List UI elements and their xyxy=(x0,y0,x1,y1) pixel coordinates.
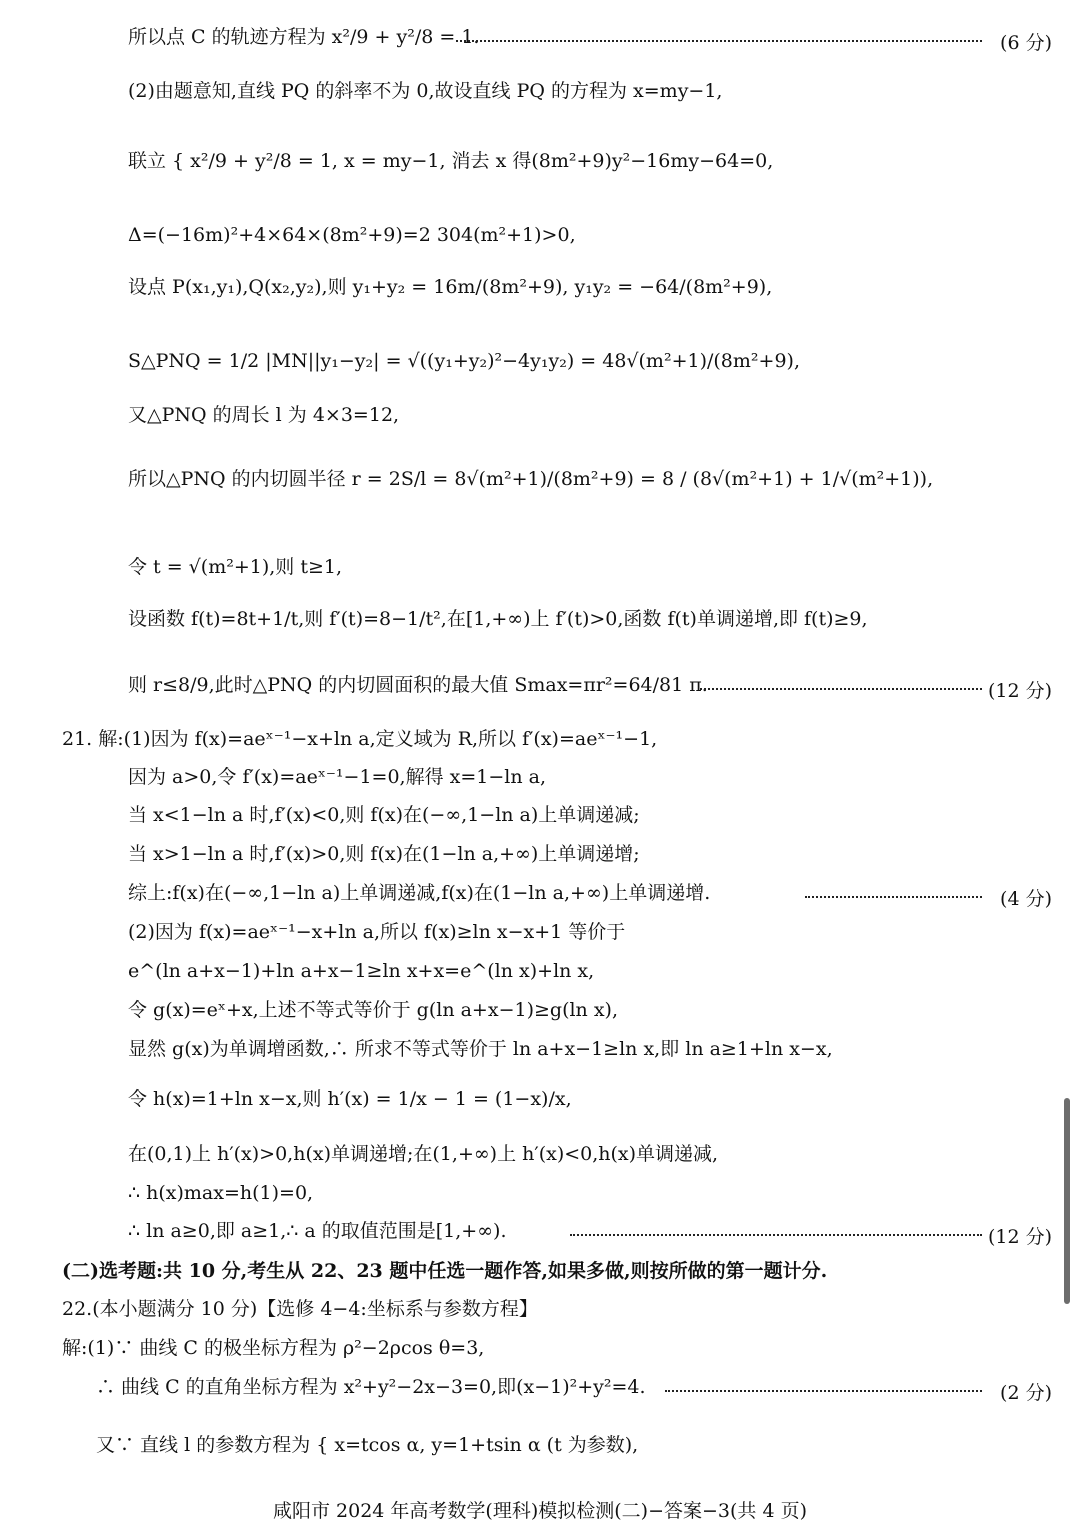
answer-line: (2)由题意知,直线 PQ 的斜率不为 0,故设直线 PQ 的方程为 x=my−1, xyxy=(128,80,723,102)
answer-line: Δ=(−16m)²+4×64×(8m²+9)=2 304(m²+1)>0, xyxy=(128,224,576,246)
score-leader-dots xyxy=(665,1390,982,1392)
answer-line: 综上:f(x)在(−∞,1−ln a)上单调递减,f(x)在(1−ln a,+∞)上单调递增. xyxy=(128,882,711,904)
answer-line: ∴ 曲线 C 的直角坐标方程为 x²+y²−2x−3=0,即(x−1)²+y²=4. xyxy=(96,1376,646,1398)
score-leader-dots xyxy=(805,896,982,898)
answer-line: (2)因为 f(x)=aeˣ⁻¹−x+ln a,所以 f(x)≥ln x−x+1 等价于 xyxy=(128,921,626,943)
answer-line: 设函数 f(t)=8t+1/t,则 f′(t)=8−1/t²,在[1,+∞)上 f′(t)>0,函数 f(t)单调递增,即 f(t)≥9, xyxy=(128,608,868,630)
answer-line: 令 t = √(m²+1),则 t≥1, xyxy=(128,556,343,578)
answer-line: e^(ln a+x−1)+ln a+x−1≥ln x+x=e^(ln x)+ln x, xyxy=(128,960,595,982)
score-label: (4 分) xyxy=(1000,888,1052,910)
answer-line: 又∵ 直线 l 的参数方程为 { x=tcos α, y=1+tsin α (t 为参数), xyxy=(96,1434,639,1456)
answer-line: 令 h(x)=1+ln x−x,则 h′(x) = 1/x − 1 = (1−x)/x, xyxy=(128,1088,572,1110)
answer-line: 联立 { x²/9 + y²/8 = 1, x = my−1, 消去 x 得(8m²+9)y²−16my−64=0, xyxy=(128,150,774,172)
answer-line: 当 x<1−ln a 时,f′(x)<0,则 f(x)在(−∞,1−ln a)上单调递减; xyxy=(128,804,640,826)
answer-line: 显然 g(x)为单调增函数,∴ 所求不等式等价于 ln a+x−1≥ln x,即 ln a≥1+ln x−x, xyxy=(128,1038,833,1060)
answer-line: 在(0,1)上 h′(x)>0,h(x)单调递增;在(1,+∞)上 h′(x)<0,h(x)单调递减, xyxy=(128,1143,719,1165)
answer-line: ∴ ln a≥0,即 a≥1,∴ a 的取值范围是[1,+∞). xyxy=(128,1220,507,1242)
answer-line: 因为 a>0,令 f′(x)=aeˣ⁻¹−1=0,解得 x=1−ln a, xyxy=(128,766,546,788)
answer-line: 又△PNQ 的周长 l 为 4×3=12, xyxy=(128,404,400,426)
score-label: (6 分) xyxy=(1000,32,1052,54)
answer-line: ∴ h(x)max=h(1)=0, xyxy=(128,1182,314,1204)
page-footer: 咸阳市 2024 年高考数学(理科)模拟检测(二)−答案−3(共 4 页) xyxy=(272,1500,807,1522)
answer-line: 设点 P(x₁,y₁),Q(x₂,y₂),则 y₁+y₂ = 16m/(8m²+9), y₁y₂ = −64/(8m²+9), xyxy=(128,276,773,298)
answer-line: 令 g(x)=eˣ+x,上述不等式等价于 g(ln a+x−1)≥g(ln x), xyxy=(128,999,619,1021)
answer-line: 所以△PNQ 的内切圆半径 r = 2S/l = 8√(m²+1)/(8m²+9) = 8 / (8√(m²+1) + 1/√(m²+1)), xyxy=(128,468,934,490)
score-leader-dots xyxy=(456,40,982,42)
score-label: (2 分) xyxy=(1000,1382,1052,1404)
question-heading: 22.(本小题满分 10 分)【选修 4−4:坐标系与参数方程】 xyxy=(62,1298,538,1320)
score-leader-dots xyxy=(570,1234,982,1236)
scrollbar-thumb[interactable] xyxy=(1064,1098,1070,1304)
score-leader-dots xyxy=(700,688,982,690)
answer-line: 所以点 C 的轨迹方程为 x²/9 + y²/8 = 1. xyxy=(128,26,480,48)
answer-line: 解:(1)∵ 曲线 C 的极坐标方程为 ρ²−2ρcos θ=3, xyxy=(62,1337,485,1359)
answer-line: 则 r≤8/9,此时△PNQ 的内切圆面积的最大值 Smax=πr²=64/81 π. xyxy=(128,674,708,696)
answer-line: S△PNQ = 1/2 |MN||y₁−y₂| = √((y₁+y₂)²−4y₁y₂) = 48√(m²+1)/(8m²+9), xyxy=(128,350,800,372)
section-heading: (二)选考题:共 10 分,考生从 22、23 题中任选一题作答,如果多做,则按所做的第一题计分. xyxy=(62,1260,828,1282)
score-label: (12 分) xyxy=(987,680,1052,702)
answer-line: 21. 解:(1)因为 f(x)=aeˣ⁻¹−x+ln a,定义域为 R,所以 f′(x)=aeˣ⁻¹−1, xyxy=(62,728,658,750)
score-label: (12 分) xyxy=(987,1226,1052,1248)
answer-line: 当 x>1−ln a 时,f′(x)>0,则 f(x)在(1−ln a,+∞)上单调递增; xyxy=(128,843,640,865)
